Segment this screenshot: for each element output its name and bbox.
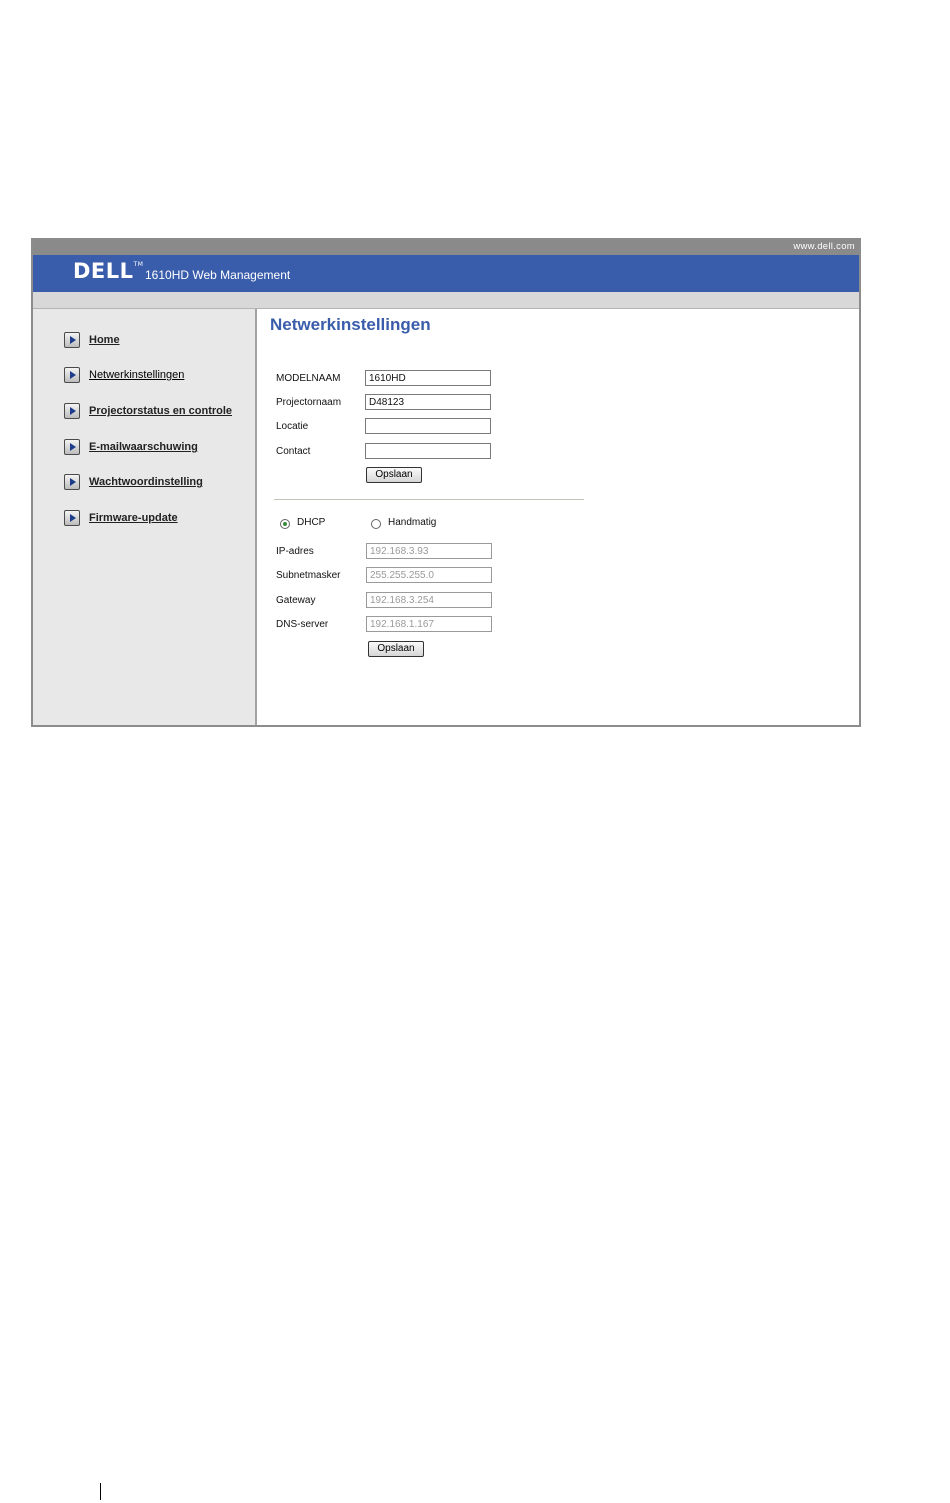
- modelname-label: MODELNAAM: [276, 373, 341, 384]
- arrow-right-icon[interactable]: [64, 332, 80, 348]
- contact-label: Contact: [276, 446, 311, 457]
- location-label: Locatie: [276, 421, 309, 432]
- gateway-label: Gateway: [276, 595, 316, 606]
- subnet-mask-label: Subnetmasker: [276, 570, 341, 581]
- web-management-window: [31, 238, 861, 727]
- save-ip-button[interactable]: Opslaan: [368, 641, 424, 657]
- sidebar: [33, 309, 257, 725]
- projectorname-label: Projectornaam: [276, 397, 342, 408]
- dell-logo: DELL™: [73, 259, 144, 283]
- gateway-field[interactable]: [366, 592, 492, 608]
- dns-server-field[interactable]: [366, 616, 492, 632]
- sidebar-item-label[interactable]: Firmware-update: [89, 512, 178, 524]
- arrow-right-icon[interactable]: [64, 510, 80, 526]
- save-info-button[interactable]: Opslaan: [366, 467, 422, 483]
- dell-site-link[interactable]: www.dell.com: [793, 241, 855, 252]
- arrow-right-icon[interactable]: [64, 439, 80, 455]
- modelname-field[interactable]: [365, 370, 491, 386]
- manual-radio[interactable]: [371, 519, 381, 529]
- sidebar-item-label[interactable]: Wachtwoordinstelling: [89, 476, 203, 488]
- dhcp-radio-label[interactable]: DHCP: [297, 517, 326, 528]
- main-content: [257, 309, 859, 725]
- header-subbar: [33, 292, 859, 309]
- page-title: Netwerkinstellingen: [270, 315, 431, 334]
- arrow-right-icon[interactable]: [64, 367, 80, 383]
- ip-address-label: IP-adres: [276, 546, 314, 557]
- header-banner: [33, 255, 859, 292]
- arrow-right-icon[interactable]: [64, 474, 80, 490]
- dns-server-label: DNS-server: [276, 619, 329, 630]
- location-field[interactable]: [365, 418, 491, 434]
- subnet-mask-field[interactable]: [366, 567, 492, 583]
- manual-radio-label[interactable]: Handmatig: [388, 517, 437, 528]
- dhcp-radio[interactable]: [280, 519, 290, 529]
- page-margin-rule: [100, 1483, 101, 1500]
- top-strip: [33, 240, 859, 255]
- section-divider: [274, 499, 584, 500]
- sidebar-item-label[interactable]: Projectorstatus en controle: [89, 405, 233, 417]
- app-title: 1610HD Web Management: [145, 268, 291, 282]
- sidebar-item-label[interactable]: E-mailwaarschuwing: [89, 441, 198, 453]
- contact-field[interactable]: [365, 443, 491, 459]
- sidebar-item-label[interactable]: Home: [89, 334, 120, 346]
- sidebar-item-label[interactable]: Netwerkinstellingen: [89, 369, 185, 381]
- projectorname-field[interactable]: [365, 394, 491, 410]
- ip-address-field[interactable]: [366, 543, 492, 559]
- arrow-right-icon[interactable]: [64, 403, 80, 419]
